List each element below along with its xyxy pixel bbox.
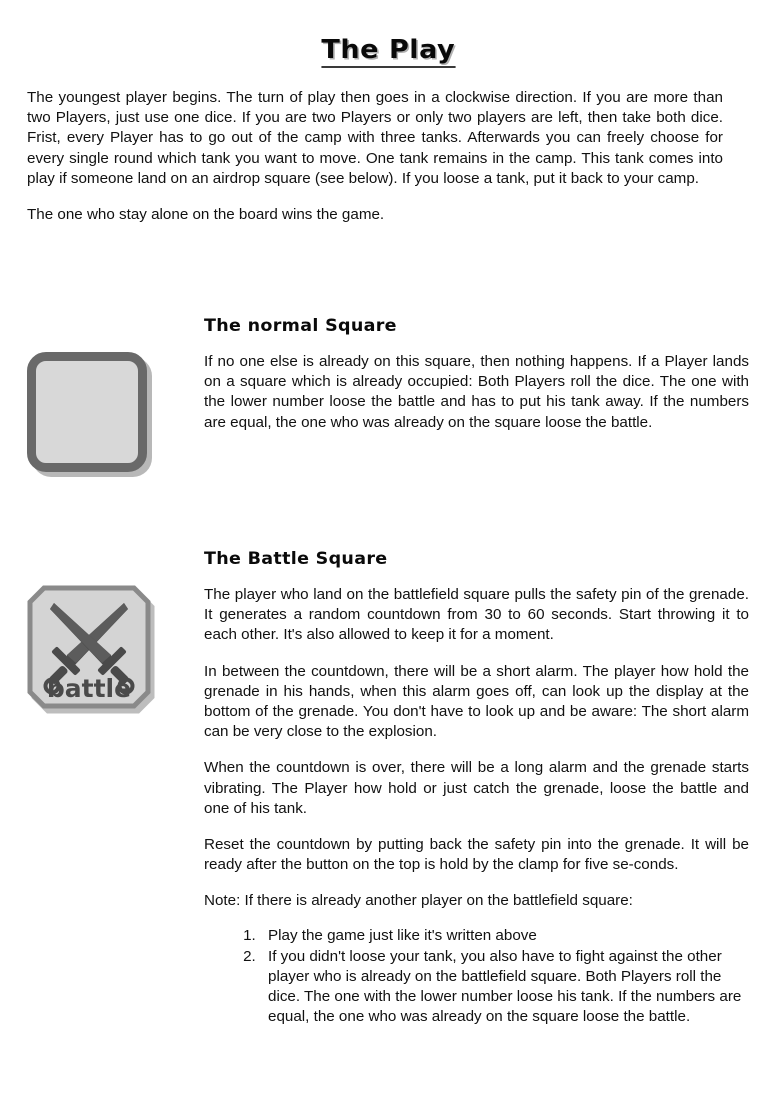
normal-square-description: If no one else is already on this square, then nothing happens. If a Player lands on a square which is already occupied: Both Players roll the dice. The one with the lower number loose the battle and has to put his tank away. If the numbers are equal, the one who was already on the square loose the battle. <box>204 353 749 431</box>
section-normal-square <box>27 316 749 433</box>
battle-square-tile-icon <box>27 585 151 709</box>
battle-tile-label: battle <box>46 674 132 703</box>
battle-square-icon-column <box>27 585 187 709</box>
normal-square-icon-column <box>27 352 187 472</box>
list-item <box>260 926 749 946</box>
battle-rules-list <box>204 926 749 1028</box>
section-battle-square <box>27 549 749 1029</box>
intro-paragraph-2: The one who stay alone on the board wins the game. <box>27 206 385 224</box>
list-item <box>260 947 749 1028</box>
battle-paragraph-3: When the countdown is over, there will be a long alarm and the grenade starts vibrating. The Player how hold or just catch the grenade, loose the battle and one of his tank. <box>204 759 749 817</box>
page-title: The Play <box>321 37 455 68</box>
section-body-normal-square <box>27 352 749 433</box>
battle-paragraph-1: The player who land on the battlefield square pulls the safety pin of the grenade. It generates a random countdown from 30 to 60 seconds. Start throwing it to each other. It's also allowed to keep it for a moment. <box>204 586 749 644</box>
intro-section <box>27 88 723 241</box>
section-body-battle-square <box>27 585 749 1028</box>
page-title-container <box>0 20 776 86</box>
normal-square-text-column <box>204 352 749 433</box>
section-heading-normal-square: The normal Square <box>204 316 397 336</box>
battle-paragraph-2: In between the countdown, there will be a short alarm. The player how hold the grenade in his hands, when this alarm goes off, can look up the display at the bottom of the grenade. You don't have to look up and be aware: The short alarm can be very close to the explosion. <box>204 662 749 741</box>
battle-paragraph-4: Reset the countdown by putting back the safety pin into the grenade. It will be ready after the button on the top is hold by the clamp for five se-conds. <box>204 836 749 874</box>
battle-note-paragraph: Note: If there is already another player on the battlefield square: <box>204 892 633 910</box>
battle-rule-2: 2. If you didn't loose your tank, you also have to fight against the other player who is already on the battlefield square. Both Players roll the dice. The one with the lower number loose his tank. If the numbers are equal, the one who was already on the square loose the battle. <box>268 947 742 1026</box>
section-heading-battle-square: The Battle Square <box>204 549 388 569</box>
normal-square-tile-icon <box>27 352 147 472</box>
battle-rule-1: 1. Play the game just like it's written above <box>268 926 537 944</box>
battle-square-text-column <box>204 585 749 1028</box>
intro-paragraph-1: The youngest player begins. The turn of play then goes in a clockwise direction. If you are more than two Players, just use one dice. If you are two Players or only two players are left, then take both dice. Frist, every Player has to go out of the camp with three tanks. Afterwards you can freely choose for every single round which tank you want to move. One tank remains in the camp. This tank comes into play if someone land on an airdrop square (see below). If you loose a tank, put it back to your camp. <box>27 89 723 187</box>
